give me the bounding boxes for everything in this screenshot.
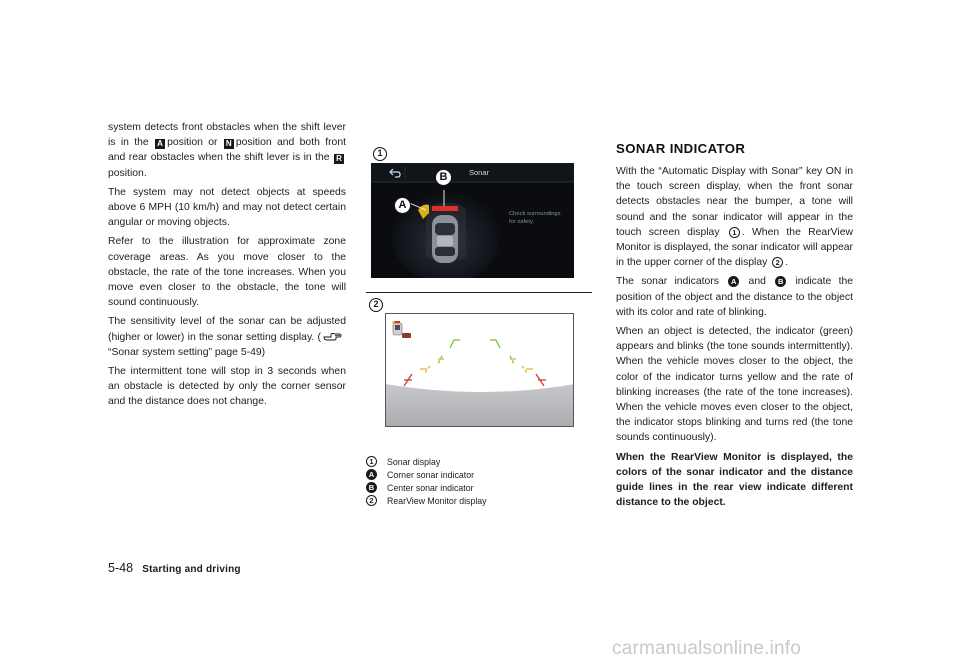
figure-divider (366, 292, 592, 293)
marker-a-callout: A (394, 197, 411, 214)
shift-key-r-icon: R (334, 154, 344, 164)
marker-b-callout: B (435, 169, 452, 186)
legend-marker-2-icon: 2 (366, 495, 377, 506)
legend-marker-b-icon: B (366, 482, 377, 493)
paragraph-sensitivity: The sensitivity level of the sonar can be adjusted (higher or lower) in the sonar setting display. (“Sonar system setting” page 5-49) (108, 316, 346, 358)
legend-item: A Corner sonar indicator (366, 468, 586, 481)
paragraph-indicator-colors: When an object is detected, the indicator (green) appears and blinks (the tone sounds intermittently). When the vehicle moves closer to the object, the color of the indicator turns yellow and the rate of blinking increases (the rate of the tone increases). When the vehicle moves even closer to the object, the indicator stops blinking and turns red (the tone sounds continuously). (616, 326, 853, 444)
ref-marker-1-icon: 1 (729, 227, 740, 238)
legend-marker-a-icon: A (366, 469, 377, 480)
watermark-logo: carmanualsonline.info (612, 638, 802, 659)
right-column (616, 141, 853, 514)
legend-item: 2 RearView Monitor display (366, 494, 586, 507)
legend-item: B Center sonar indicator (366, 481, 586, 494)
paragraph-speed-limit: The system may not detect objects at speeds above 6 MPH (10 km/h) and may not detect certain angular or moving objects. (108, 186, 346, 229)
page-number: 5-48 (108, 561, 134, 575)
ref-marker-2-icon: 2 (772, 257, 783, 268)
shift-key-n-icon: N (224, 139, 234, 149)
sonar-screen-title: Sonar (469, 168, 490, 177)
paragraph-sonar-display: With the “Automatic Display with Sonar” key ON in the touch screen display, when the front sonar detects obstacles near the bumper, a tone will sound and the sonar indicator will appear in the touch screen display 1 . When the RearView Monitor is displayed, the sonar indicator will appear in the upper corner of the display 2 . (616, 166, 853, 269)
left-column (108, 120, 346, 414)
shift-key-a-icon: A (155, 139, 165, 149)
section-heading: SONAR INDICATOR (616, 141, 746, 156)
reference-hand-icon (323, 332, 343, 341)
paragraph-intermittent-tone: The intermittent tone will stop in 3 seconds when an obstacle is detected by only the corner sensor and the distance does not change. (108, 366, 346, 408)
reference-link[interactable]: “Sonar system setting” page 5-49) (108, 346, 266, 358)
rearview-monitor-display (385, 313, 574, 427)
back-arrow-icon[interactable] (389, 168, 401, 178)
paragraph-rearview-note: When the RearView Monitor is displayed, the colors of the sonar indicator and the distance guide lines in the rear view indicate different distance to the object. (616, 451, 853, 509)
page-footer (108, 561, 241, 575)
rearview-monitor-graphic (386, 314, 574, 427)
figure-legend (366, 455, 586, 507)
legend-item: 1 Sonar display (366, 455, 586, 468)
paragraph-coverage: Refer to the illustration for approximate zone coverage areas. As you move closer to the obstacle, the rate of the tone increases. When you move even closer to the obstacle, the tone will sound continuously. (108, 236, 346, 309)
section-name: Starting and driving (142, 564, 241, 575)
ref-marker-b-icon: B (775, 276, 786, 287)
paragraph-indicators: The sonar indicators A and B indicate the position of the object and the distance to the object with its color and rate of blinking. (616, 276, 854, 318)
figure-label-1: 1 (373, 147, 387, 161)
ref-marker-a-icon: A (728, 276, 739, 287)
legend-marker-1-icon: 1 (366, 456, 377, 467)
check-surroundings-note: Check surroundings for safety. (509, 211, 561, 225)
sonar-display-screen (371, 163, 574, 278)
figure-label-2: 2 (369, 298, 383, 312)
paragraph-shift-lever: system detects front obstacles when the shift lever is in the A position or N position and both front and rear obstacles when the shift lever is in the Rposition. (108, 122, 346, 179)
